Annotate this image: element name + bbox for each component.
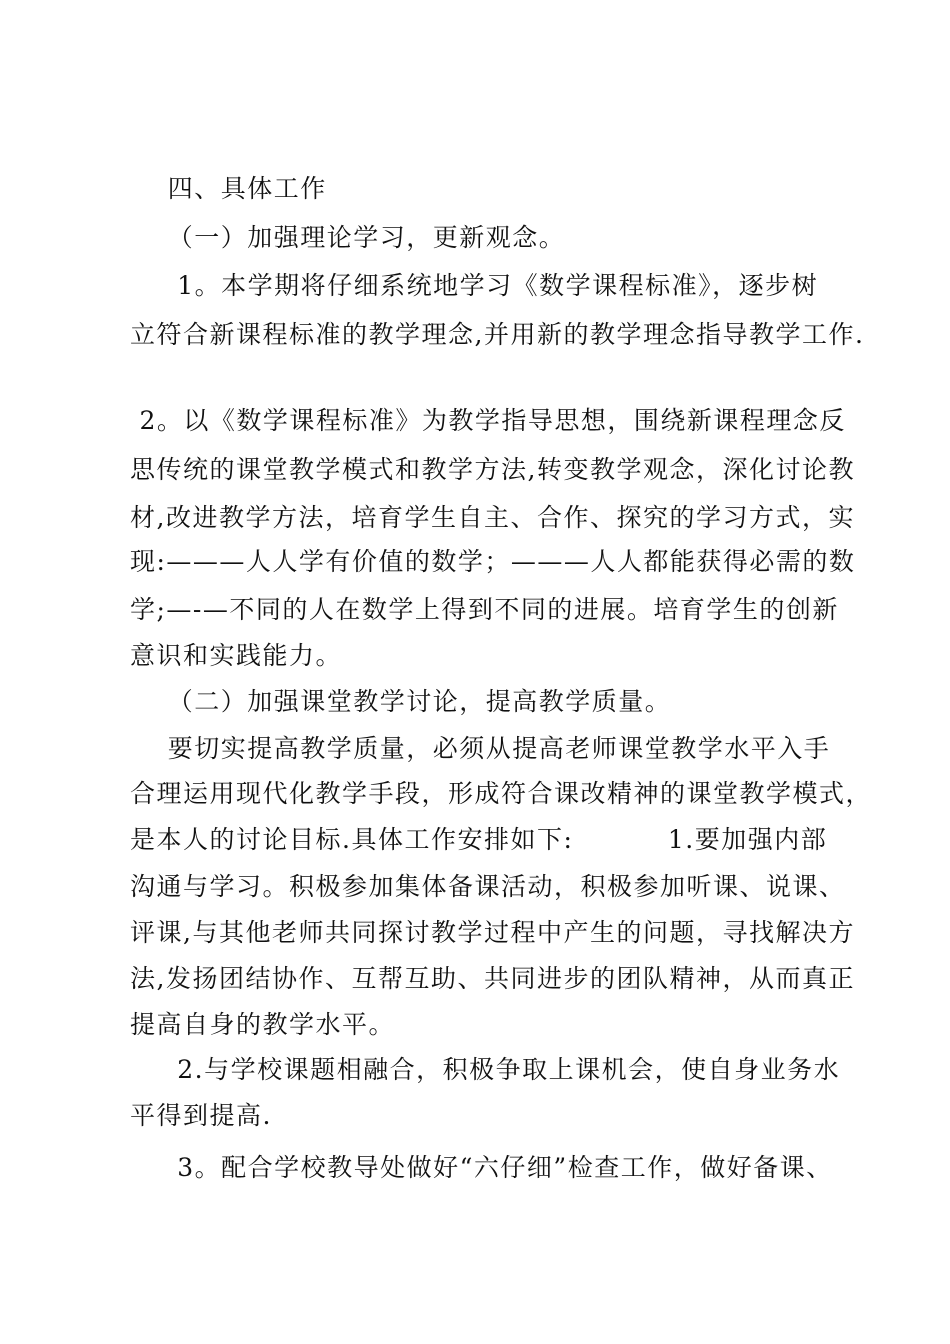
- paragraph-line: 思传统的课堂教学模式和教学方法,转变教学观念，深化讨论教: [130, 455, 855, 484]
- subsection-heading-1: （一）加强理论学习，更新观念。: [130, 223, 566, 252]
- paragraph-line: 要切实提高教学质量，必须从提高老师课堂教学水平入手: [130, 734, 831, 763]
- section-heading-4: 四、具体工作: [130, 174, 327, 203]
- paragraph-line: 2。以《数学课程标准》为教学指导思想，围绕新课程理念反: [130, 406, 846, 435]
- paragraph-line: 沟通与学习。积极参加集体备课活动，积极参加听课、说课、: [130, 872, 846, 901]
- paragraph-line: 学;—-—不同的人在数学上得到不同的进展。培育学生的创新: [130, 595, 839, 624]
- paragraph-line: 立符合新课程标准的教学理念,并用新的教学理念指导教学工作.: [130, 320, 865, 349]
- paragraph-line: 1。本学期将仔细系统地学习《数学课程标准》，逐步树: [130, 271, 819, 300]
- paragraph-line: 3。配合学校教导处做好“六仔细”检查工作，做好备课、: [130, 1153, 833, 1182]
- paragraph-line: 合理运用现代化教学手段，形成符合课改精神的课堂教学模式，: [130, 779, 873, 808]
- paragraph-line: 意识和实践能力。: [130, 641, 343, 670]
- paragraph-line: 材,改进教学方法，培育学生自主、合作、探究的学习方式，实: [130, 503, 855, 532]
- paragraph-line: 提高自身的教学水平。: [130, 1010, 396, 1039]
- paragraph-line: 平得到提高.: [130, 1101, 272, 1130]
- paragraph-line: 法,发扬团结协作、互帮互助、共同进步的团队精神，从而真正: [130, 964, 855, 993]
- paragraph-line: 现:———人人学有价值的数学；———人人都能获得必需的数: [130, 547, 856, 576]
- paragraph-line: 2.与学校课题相融合，积极争取上课机会，使自身业务水: [130, 1055, 841, 1084]
- paragraph-line: 是本人的讨论目标.具体工作安排如下: 1.要加强内部: [130, 825, 828, 854]
- subsection-heading-2: （二）加强课堂教学讨论，提高教学质量。: [130, 687, 672, 716]
- paragraph-line: 评课,与其他老师共同探讨教学过程中产生的问题，寻找解决方: [130, 918, 855, 947]
